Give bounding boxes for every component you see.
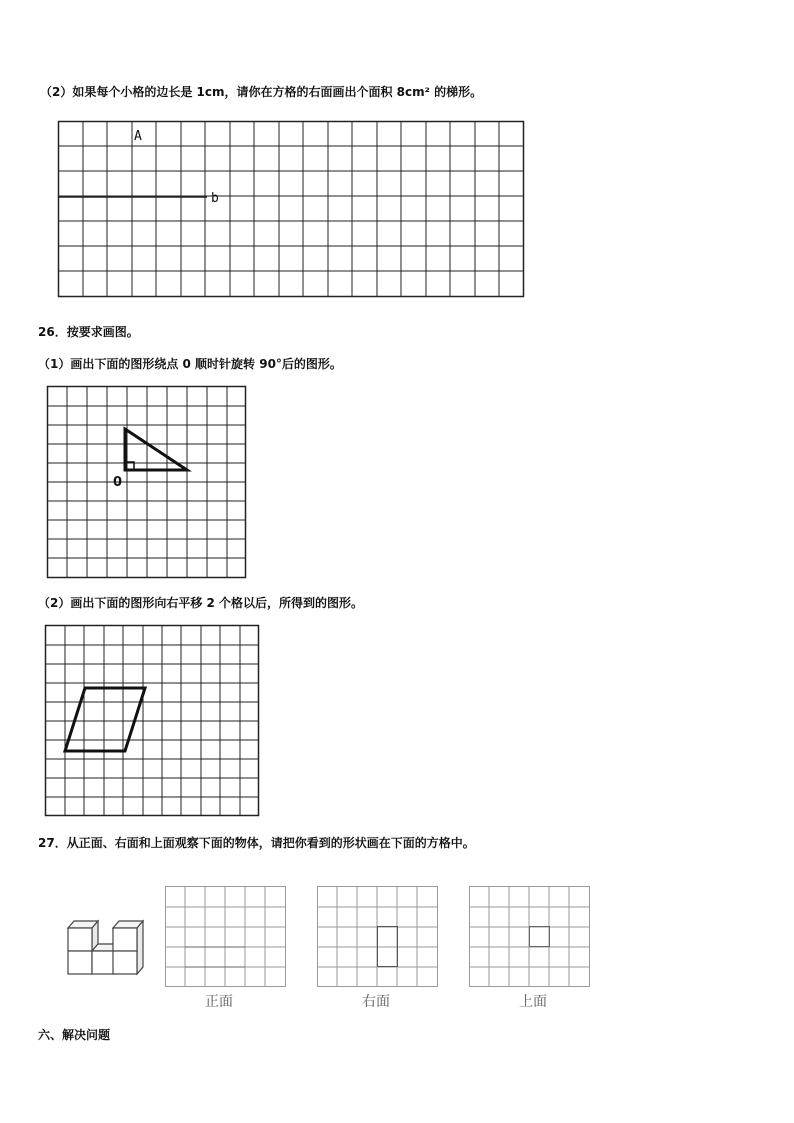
segment-b-label: b <box>211 191 219 206</box>
section6-title: 六、解决问题 <box>38 1028 111 1042</box>
rotation-point-label: 0 <box>113 475 123 490</box>
cube-figure <box>68 921 143 974</box>
q27-title: 27．从正面、右面和上面观察下面的物体，请把你看到的形状画在下面的方格中。 <box>38 836 475 850</box>
point-a-label: A <box>134 129 142 144</box>
parallelogram <box>65 688 145 751</box>
caption-right: 右面 <box>362 994 390 1010</box>
q26-part1-text: （1）画出下面的图形绕点 0 顺时针旋转 90°后的图形。 <box>38 357 342 371</box>
grid-rotation <box>48 387 246 578</box>
q26-part2-text: （2）画出下面的图形向右平移 2 个格以后，所得到的图形。 <box>38 596 364 610</box>
caption-front: 正面 <box>205 994 233 1010</box>
grid-translation <box>46 626 259 816</box>
q26-title: 26．按要求画图。 <box>38 325 139 339</box>
grid-front-view <box>166 887 286 987</box>
grid-right-view <box>318 887 438 987</box>
grid-top-view <box>470 887 590 987</box>
right-triangle <box>125 429 187 470</box>
grid-trapezoid <box>59 122 524 297</box>
q25-part2-text: （2）如果每个小格的边长是 1cm，请你在方格的右面画出个面积 8cm² 的梯形。 <box>40 85 483 99</box>
caption-top: 上面 <box>519 994 547 1010</box>
